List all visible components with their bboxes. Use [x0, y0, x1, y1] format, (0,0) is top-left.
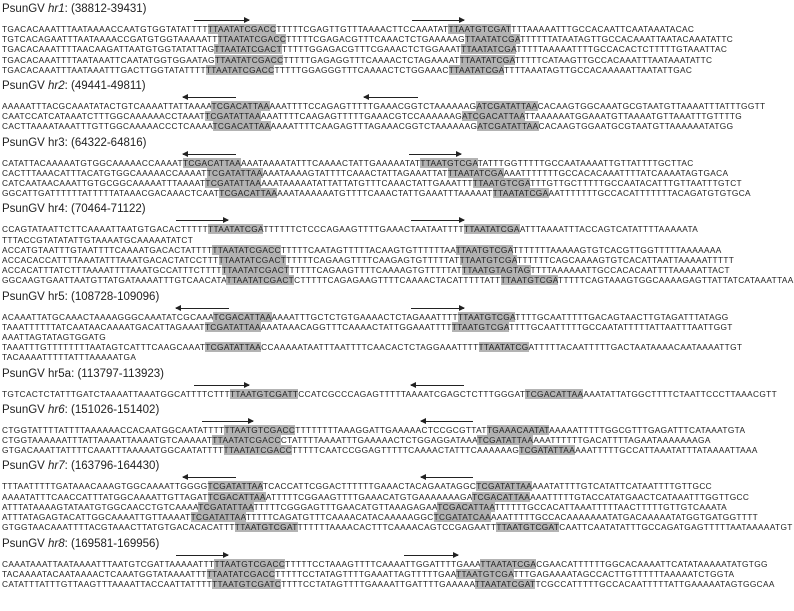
sequence-line	[2, 244, 722, 255]
right-arrow-icon	[202, 421, 254, 422]
sequence-line	[2, 255, 735, 266]
region-coords: : (169581-169956)	[64, 537, 160, 550]
sequence-line	[2, 54, 713, 65]
sequence-text: TTAAAAAATGGAAATGTTAAAATGTTAAATTTGTTTTG	[524, 111, 743, 122]
highlighted-motif: TCGATATTAA	[198, 501, 254, 512]
sequence-text: TTTTTTAAAACACTTTCAAAACAGTCCGAGAATT	[297, 522, 497, 533]
sequence-text: GGCATTGATTTTTTATTTTTATAAACGACAAACTCAAT	[2, 188, 220, 199]
sequence-line	[2, 352, 667, 362]
sequence-text: TTTTTCGAGACGTTTCAAACTCTGAAAAAG	[286, 34, 465, 45]
palindrome-arrows	[2, 151, 667, 158]
highlighted-motif: ATCGACATTAA	[462, 111, 525, 122]
highlighted-motif: TTAATATCGA	[447, 167, 504, 178]
sequence-text: GGCAAGTGAATTAATGTTATGATAAAATTTGTCAACATA	[2, 275, 227, 286]
sequence-text: AAATAAAATATTTCAAAACTATTGAAAAATAT	[241, 157, 421, 168]
highlighted-motif: TCGACATTAA	[212, 121, 271, 132]
highlighted-motif: TCGATATTAA	[204, 111, 261, 122]
left-arrow-icon	[421, 421, 473, 422]
sequence-line	[2, 558, 768, 569]
left-arrow-icon	[183, 97, 236, 98]
hr-section-hr2	[2, 79, 766, 136]
highlighted-motif: TCGACATTAA	[211, 101, 270, 112]
virus-name: PsunGV	[2, 367, 49, 380]
highlighted-motif: TTAATATCGACT	[221, 265, 290, 276]
highlighted-motif: TTAATATCGACC	[207, 24, 277, 34]
sequence-text: TTTTTCAATAGTTTTTACAAGTGTTTTTTAA	[280, 244, 456, 255]
sequence-line	[2, 568, 735, 579]
sequence-text: AAAATTTTCAAGAGTTTAGAAACGGTCTAAAAAAG	[270, 121, 478, 132]
sequence-line	[2, 435, 711, 446]
sequence-text: TGACACAAATTTTAATAAATTCAATATGGTGGAATAG	[2, 54, 215, 65]
sequence-text: AAATTTTTTGACATTTTAGAATAAAAAAAGA	[533, 435, 711, 446]
sequence-text: CATCAATAACAAATTGTGCGGCAAAAATTTAAAAT	[2, 178, 206, 189]
right-arrow-icon	[404, 555, 457, 556]
highlighted-motif: TCGATATTAA	[190, 512, 246, 523]
section-title	[2, 136, 667, 150]
region-coords: : (163796-164430)	[64, 460, 160, 473]
sequence-text: TCGCCATTTTTGCCACAATTTTTATTGAAAAATAGTGGCAA	[535, 578, 775, 589]
sequence-text: TTTGAGAAAATAGCCACTTGTTTTTTAAAAATCTGGTA	[513, 568, 735, 579]
right-arrow-icon	[411, 308, 464, 309]
virus-name: PsunGV	[2, 537, 49, 550]
sequence-text: TTTTTTTTAAAGGATTGAAAAACTCCGCGTTAT	[295, 424, 487, 435]
sequence-text: AATTTTTTTGCCACATTTTTTTACAGATGTGTGCA	[548, 188, 751, 199]
highlighted-motif: TCGATATTAA	[205, 342, 262, 353]
sequence-text: AAATAAAAAATGTTTTCAAACTATTGAAATTTAAAAAT	[277, 188, 493, 199]
sequence-text: CACTTTAAACATTTACATGTGGCAAAAACCAAAAT	[2, 167, 207, 178]
sequence-line	[2, 522, 793, 533]
highlighted-motif: TTAATATCGACC	[206, 568, 276, 579]
highlighted-motif: TTAATGTCGAT	[448, 24, 512, 34]
sequence-text: CTATTTTAAAATTTGAAAAACTCTGGAGGATAAA	[280, 435, 478, 446]
region-coords: : (70464-71122)	[64, 203, 146, 216]
highlighted-motif: TTAATGTCGACC	[224, 424, 296, 435]
sequence-text: CCATCGCCCAGAGTTTTTAAAATCGAGCTCTTTGGGAT	[298, 388, 526, 399]
section-title	[2, 2, 667, 16]
sequence-text: TCACCATTCGGACTTTTTTGAAACTACAGAATAGGC	[262, 481, 477, 492]
sequence-text: AAATTAGTATAGTGGATG	[2, 332, 107, 343]
sequence-line	[2, 481, 713, 492]
sequence-text: TGACACAAATTTTAACAAGATTAATGTGGTATATTAG	[2, 44, 215, 55]
region-coords: : (64322-64816)	[64, 136, 147, 149]
sequence-text: ACCACATTTATCTTTAAAATTTTAAATGCCATTTCTTTT	[2, 265, 222, 276]
hr-section-hr3	[2, 136, 751, 203]
sequence-text: CATATTACAAAAATGTGGCAAAAACCAAAAT	[2, 157, 183, 168]
sequence-text: ATTTAAAATTTACCAGTCATATTTTAAAAATA	[519, 224, 699, 235]
sequence-line	[2, 64, 693, 75]
highlighted-motif: TCGACATTAA	[525, 388, 584, 399]
sequence-text: TTTTTCGGGAGTTTGAACATGTTAAAGAGAA	[253, 501, 438, 512]
sequence-line	[2, 34, 734, 45]
sequence-text: AAAAATTTACGCAAATATACTGTCAAAATTATTAAAA	[2, 101, 212, 112]
sequence-text: AAATTTTCCAGAGTTTTTGAAACGGTCTAAAAAAG	[269, 101, 477, 112]
right-arrow-icon	[409, 154, 461, 155]
sequence-text: TGACACAAATTTAATAAAACCAATGTGGTATATTTT	[2, 24, 208, 34]
palindrome-arrows	[2, 17, 667, 24]
highlighted-motif: TTAATATCGACC	[212, 244, 281, 255]
highlighted-motif: TTAATATCGA	[459, 54, 515, 65]
sequence-text: TTTTTTTAAAAAGTGTCACGTTGGTTTTTAAAAAAA	[513, 244, 722, 255]
sequence-text: TTTTTCATAAGTTGCCACAAATTTAATAAATATTC	[514, 54, 713, 65]
sequence-line	[2, 167, 729, 178]
left-arrow-icon	[176, 308, 229, 309]
left-arrow-icon	[421, 477, 473, 478]
sequence-text: TTTAAAAATTTGCCACAATTCAATAAATACAC	[511, 24, 695, 34]
hr-section-hr7	[2, 459, 793, 536]
region-label: hr8	[48, 537, 65, 550]
highlighted-motif: TTAATATCGACC	[212, 435, 281, 446]
sequence-text: TTTTTGGAGACGTTTCGAAACTCTGGAAAT	[282, 44, 462, 55]
highlighted-motif: TGAAACAATAT	[486, 424, 550, 435]
sequence-text: AAATTTTCAAGAGTTTTTGAAACGTCCAAAAAAG	[260, 111, 463, 122]
sequence-text: TTTTTCAGAAGTTTTCAAAAGTGTTTTTAT	[289, 265, 462, 276]
right-arrow-icon	[411, 220, 464, 221]
virus-name: PsunGV	[2, 460, 49, 473]
highlighted-motif: TTAATATCGA	[480, 558, 537, 569]
sequence-line	[2, 321, 733, 332]
sequence-line	[2, 44, 728, 55]
left-arrow-icon	[183, 154, 236, 155]
left-arrow-icon	[183, 477, 236, 478]
sequence-text: ATTTATAGAGTACATTGGCAAAATTGTTAAAAT	[2, 512, 191, 523]
sequence-line	[2, 224, 699, 235]
highlighted-motif: TCGATATTAA	[476, 481, 533, 492]
sequence-text: AAATAAAAATATTATTATGTTTCAAACTATTGAAATTT	[261, 178, 473, 189]
virus-name: PsunGV	[2, 80, 49, 93]
hr-section-hr5	[2, 290, 743, 367]
sequence-text: CACAAGTGGAATGCGTAATGTTAAAAAATATGG	[538, 121, 734, 132]
sequence-text: AAATATTATGGCTTTTCTAATTCCCTTAAACGTT	[583, 388, 777, 399]
sequence-text: TTTTTTATAATAGTTGCCACAAATTAATACAAATATTC	[520, 34, 734, 45]
sequence-text: TGTCACAGAATTTAATAAAACCGATGTGGTAAAAATT	[2, 34, 218, 45]
highlighted-motif: TTAATATCGA	[492, 188, 549, 199]
hr-section-hr6	[2, 403, 758, 460]
sequence-line	[2, 311, 729, 322]
sequence-line	[2, 111, 743, 122]
region-label: hr3	[48, 136, 65, 149]
sequence-text: TTTTTGAGAGGTTTCAAAACTCTAGAAAAT	[283, 54, 460, 65]
hr-section-hr8	[2, 537, 775, 594]
sequence-line	[2, 275, 794, 286]
sequence-text: TACAAAATACAATAAAACTCAAATGGTATAAAATTT	[2, 568, 207, 579]
section-title	[2, 290, 667, 304]
palindrome-arrows	[2, 474, 667, 481]
highlighted-motif: TTAATATCGACC	[223, 445, 293, 456]
highlighted-motif: TCGATATTAA	[519, 445, 576, 456]
sequence-text: CTGGTAAAAAATTTATTAAAATTAAAATGTCAAAAAT	[2, 435, 213, 446]
sequence-text: CACTTAAAATAAATTTGTTGGCAAAAACCCTCAAAA	[2, 121, 213, 132]
sequence-text: CACAAGTGGCAAATGCGTAATGTTAAAATTTATTTGGTT	[537, 101, 766, 112]
sequence-text: TTTACCGTATATATTGTAAAATGCAAAAATATCT	[2, 234, 194, 245]
highlighted-motif: TTAATATCGA	[464, 34, 521, 45]
palindrome-arrows	[2, 305, 667, 312]
highlighted-motif: TTAATGTCGA	[455, 244, 514, 255]
region-coords: : (38812-39431)	[64, 3, 147, 15]
region-label: hr1	[48, 3, 65, 15]
sequence-line	[2, 157, 694, 168]
sequence-text: CAAATAAATTAATAAAATTTAATGTCGATTAAAAATTT	[2, 558, 215, 569]
sequence-text: CTGGTATTTTATTTTAAAAAACCACAATGGCAATATTTT	[2, 424, 225, 435]
sequence-text: TTTTAAAAAATTGCCACACAATTTTAAAAATTACT	[530, 265, 730, 276]
sequence-line	[2, 388, 777, 399]
sequence-line	[2, 501, 728, 512]
virus-name: PsunGV	[2, 203, 49, 216]
region-label: hr5a	[48, 367, 72, 380]
virus-name: PsunGV	[2, 136, 49, 149]
sequence-line	[2, 101, 766, 112]
highlighted-motif: TCGACATTAA	[207, 491, 266, 502]
sequence-line	[2, 445, 758, 456]
palindrome-arrows	[2, 418, 667, 425]
document	[2, 2, 794, 593]
highlighted-motif: TTAATGTCGA	[500, 275, 559, 286]
highlighted-motif: TTAATGTCGA	[472, 178, 531, 189]
region-label: hr4	[48, 203, 65, 216]
highlighted-motif: TCGACATTAA	[472, 491, 531, 502]
section-title	[2, 79, 667, 93]
sequence-text: AAATAAAAGTATTTTCAAACTATTAGAAATTAT	[262, 167, 448, 178]
left-arrow-icon	[364, 97, 417, 98]
highlighted-motif: TTAATGTCGA	[420, 157, 478, 168]
sequence-text: TTTTTCAGTAAAGTGGCAAAAGAGTTATTATCATAAATTAA	[558, 275, 794, 286]
right-arrow-icon	[176, 555, 228, 556]
right-arrow-icon	[194, 385, 250, 386]
right-arrow-icon	[194, 20, 250, 21]
sequence-text: TTTTTCCTAAAGTTTTCAAAATTGGATTTTGAAA	[285, 558, 481, 569]
sequence-text: AAAAATTTTTGGCGTTTGAGATTTCATAAATGTA	[549, 424, 746, 435]
section-title	[2, 537, 667, 551]
sequence-text: TTTTTCAGATGTTTCAAAACATACAAAAAGGC	[245, 512, 434, 523]
highlighted-motif: ATCGATATTAA	[477, 121, 539, 132]
highlighted-motif: TTAATGTCGA	[456, 568, 514, 579]
region-coords: : (151026-151402)	[64, 403, 160, 416]
highlighted-motif: TTAATATCGACT	[214, 44, 283, 55]
sequence-text: TTTTAAATAGTTGCCACAAAAATTAATATTGAC	[504, 64, 693, 75]
sequence-text: TTTTTCCTATAGTTTTGAAATTAGTTTTTGAA	[275, 568, 457, 579]
section-gap	[2, 589, 667, 593]
sequence-text: TACAAAATTTTTATTTAAAAATGA	[2, 352, 137, 363]
highlighted-motif: TTAATGTCGA	[457, 311, 516, 322]
highlighted-motif: TCGACATTAA	[213, 311, 272, 322]
sequence-text: ATTTTTCGGAAGTTTTGAAACATGTGAAAAAAAGA	[265, 491, 473, 502]
sequence-text: ACCACACCATTTTAAATATTTAAATGACACTATCCTTT	[2, 255, 219, 266]
highlighted-motif: TCGATATTAA	[477, 435, 534, 446]
section-title	[2, 459, 667, 473]
sequence-line	[2, 188, 751, 199]
sequence-line	[2, 24, 695, 34]
sequence-text: AAATTTTTGTACCATATGAACTCATAAATTTGGTTGCC	[530, 491, 750, 502]
palindrome-arrows	[2, 552, 667, 559]
sequence-text: GTGACAAATTATTTTCAAATTTAAAAATGGCAATATTTT	[2, 445, 224, 456]
region-label: hr2	[48, 80, 65, 93]
sequence-text: AAATTTTTGCCATTAAATATTTATAAAATTAAA	[575, 445, 758, 456]
region-label: hr5	[48, 290, 65, 303]
highlighted-motif: TTAATATCGACC	[217, 34, 287, 45]
sequence-text: GTGGTAACAAATTTTACGTAAACTTATGTGACACACATTT	[2, 522, 235, 533]
highlighted-motif: TTAATATCGA	[448, 64, 504, 75]
sequence-text: TTTTGCAATTTTTGCCAATATTTTTATTAATTTAATTGGT	[509, 321, 733, 332]
palindrome-arrows	[2, 217, 667, 224]
highlighted-motif: TTAATATCGACT	[218, 255, 287, 266]
palindrome-arrows	[2, 382, 667, 389]
highlighted-motif: TTAATATCGA	[461, 44, 517, 55]
sequence-text: CCAGTATAATTCTTCAAAATTAATGTGACACTTTTT	[2, 224, 209, 235]
sequence-text: TTTGTTGCTTTTTGCCAATACATTTGTTAATTTGTCT	[530, 178, 742, 189]
sequence-text: AAATAAACAGGTTTCAAAACTATTGGAAATTTT	[260, 321, 452, 332]
sequence-text: TTTTTAAAAATTTTGCCACACTCTTTTTGTAAATTAC	[516, 44, 728, 55]
sequence-text: AAATTTTTGCCACAAAAAAATATGACAAAAATATGGTGATGGTTTT	[491, 512, 759, 523]
sequence-text: TATTTGGTTTTTGCCAATAAAATTGTTATTTTGCTTAC	[477, 157, 694, 168]
sequence-line	[2, 424, 746, 435]
region-coords: : (113797-113923)	[71, 367, 164, 380]
sequence-line	[2, 512, 759, 523]
palindrome-arrows	[2, 94, 667, 101]
sequence-text: AAATATTTTGTCATATTCATAATTTTGTTGCC	[532, 481, 713, 492]
hr-section-hr1	[2, 2, 734, 79]
highlighted-motif: TCGATATTAA	[206, 167, 263, 178]
region-coords: : (108728-109096)	[64, 290, 160, 303]
sequence-text: TGACACAAATTTAATAAATTTGACTTGGTATATTTT	[2, 64, 206, 75]
highlighted-motif: TTAATGTCGAT	[234, 522, 298, 533]
sequence-text: ACCATGTAATTTGTAATTTTCAAAATGACACTATTTT	[2, 244, 213, 255]
highlighted-motif: TTAATATCGAT	[474, 578, 536, 589]
highlighted-motif: TTAATGTCGA	[459, 255, 518, 266]
sequence-text: TTTTCCTATAGTTTTGAAAATTGATTTTGAAAAA	[281, 578, 475, 589]
highlighted-motif: TCGATATTAA	[207, 481, 263, 492]
sequence-text: CATATTTATTTGTTAAGTTTAAAATTACCAATTATTTT	[2, 578, 213, 589]
sequence-text: CAATCCATCATAAATCTTTGGCAAAAAACCTAAAT	[2, 111, 205, 122]
region-label: hr7	[48, 460, 65, 473]
sequence-text: ACAAATTATGCAAACTAAAAGGGCAAATATCGCAAA	[2, 311, 214, 322]
section-title	[2, 202, 667, 216]
sequence-text: TTTAATTTTTGATAAACAAAGTGGCAAAATTGGGG	[2, 481, 208, 492]
sequence-text: TAAATTTGTTTTTTTTAATAGTCATTTCAAGCAAAT	[2, 342, 206, 353]
highlighted-motif: TTAATATCGACC	[205, 64, 275, 75]
sequence-line	[2, 578, 775, 589]
sequence-line	[2, 332, 667, 342]
highlighted-motif: TTAATATCGACC	[214, 54, 284, 65]
region-coords: : (49441-49811)	[64, 80, 146, 93]
sequence-text: TTTTTTCAGCAAAAGTGTCACATTAATTAAAAATTTTT	[517, 255, 735, 266]
virus-name: PsunGV	[2, 290, 49, 303]
sequence-text: TTTTTTGCCACATTAAATTTTTAACTTTTTGTTGTCAAATA	[494, 501, 728, 512]
sequence-text: AAATTTTTTTGCCACACAAATTTTATCAAAATAGTGACA	[503, 167, 729, 178]
sequence-line	[2, 121, 734, 132]
highlighted-motif: TTAATGTCGATT	[230, 388, 299, 399]
right-arrow-icon	[176, 220, 228, 221]
highlighted-motif: TCGATATTAA	[205, 178, 262, 189]
highlighted-motif: TTAATATCGA	[463, 224, 520, 235]
section-title	[2, 367, 667, 381]
sequence-text: TTTTTTCTCCCAGAAGTTTTGAAACTAATAATTTT	[263, 224, 464, 235]
highlighted-motif: TTAATGTAGTAG	[461, 265, 531, 276]
section-title	[2, 403, 667, 417]
sequence-line	[2, 178, 742, 189]
virus-name: PsunGV	[2, 3, 49, 15]
sequence-line	[2, 265, 730, 276]
highlighted-motif: ATCGATATTAA	[476, 101, 538, 112]
sequence-text: CTTTTTCAGAGAAGTTTTCAAAACTACATTTTTATT	[294, 275, 501, 286]
sequence-text: CGAACATTTTTTGGCACAAAATTCATATAAAAATATGTGG	[536, 558, 768, 569]
sequence-text: TAAATTTTTTATCAATAACAAAATGACATTAGAAAT	[2, 321, 205, 332]
sequence-text: TTTTTCAATCCGGAGTTTTTCAAAACTATTTCAAAAAAG	[292, 445, 520, 456]
highlighted-motif: TTAATGTCGAT	[496, 522, 560, 533]
left-arrow-icon	[411, 385, 464, 386]
sequence-text: TTTTTCAGAAGTTTTCAAGAGTGTTTTTAT	[286, 255, 460, 266]
highlighted-motif: TCGACATTAA	[219, 188, 278, 199]
sequence-text: CAATTCAATATATTTGCCAGATGAGTTTTTAATAAAAATGT	[559, 522, 793, 533]
highlighted-motif: TTAATGTCGA	[451, 321, 510, 332]
sequence-text: TGTCACTCTATTTGATCTAAAATTAAATGGCATTTTCTTT	[2, 388, 231, 399]
highlighted-motif: TCGACATTAA	[437, 501, 495, 512]
sequence-text: TTTTTCGAGTTGTTTAAAACTTCCAAATAT	[276, 24, 449, 34]
region-label: hr6	[48, 403, 65, 416]
sequence-text: CCAAAAATAATTTAATTTTCAACACTCTAGGAAATTTT	[261, 342, 479, 353]
sequence-text: TTTTTGGAGGGTTTCAAAACTCTGGAAAC	[274, 64, 449, 75]
highlighted-motif: TTAATATCG	[478, 342, 529, 353]
highlighted-motif: TCGATATCAA	[433, 512, 492, 523]
sequence-line	[2, 342, 743, 353]
hr-section-hr5a	[2, 367, 777, 403]
sequence-line	[2, 491, 750, 502]
right-arrow-icon	[412, 20, 464, 21]
sequence-text: TTTTGCAATTTTTGACAGTAACTTGTAGATTTATAGG	[515, 311, 729, 322]
sequence-text: AAAATTTGCTCTGTGAAAACTCTAGAAATTTT	[271, 311, 458, 322]
hr-section-hr4	[2, 202, 794, 289]
highlighted-motif: TTAATGTCGATC	[212, 578, 282, 589]
highlighted-motif: TTAATGTCGACC	[214, 558, 286, 569]
sequence-text: AAAATATTTCAACCATTTATGGCAAAATTGTTAGAT	[2, 491, 208, 502]
highlighted-motif: TTAATATCGA	[208, 224, 264, 235]
highlighted-motif: TCGATATTAA	[204, 321, 261, 332]
sequence-line	[2, 235, 667, 245]
sequence-text: ATTTATAAAAGTATAATGTGGCAACCTGTCAAAA	[2, 501, 199, 512]
highlighted-motif: TTAATATCGACT	[226, 275, 295, 286]
highlighted-motif: TCGACATTAA	[182, 157, 242, 168]
sequence-text: ATTTTTACAATTTTTGACTAATAAAACAATAAAATTGT	[528, 342, 743, 353]
virus-name: PsunGV	[2, 403, 49, 416]
